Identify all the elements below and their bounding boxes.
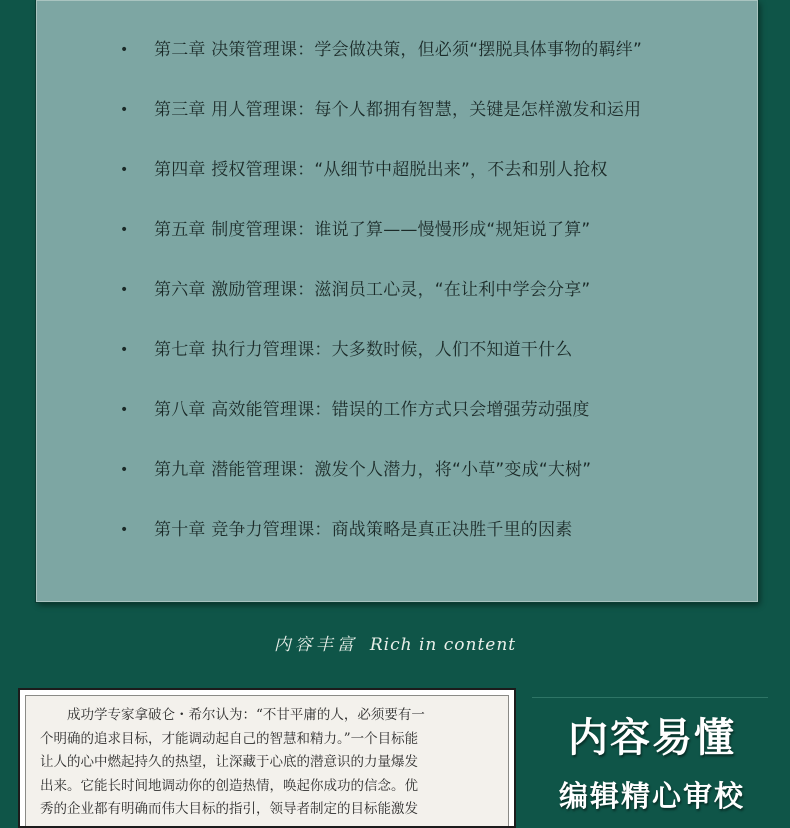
book-page-photo <box>18 688 516 828</box>
bullet-icon: • <box>120 522 129 538</box>
bullet-icon: • <box>120 102 129 118</box>
chapter-title: 第八章 高效能管理课：错误的工作方式只会增强劳动强度 <box>154 400 590 420</box>
page-text-line: 成功学专家拿破仑・希尔认为：“不甘平庸的人，必须要有一 <box>67 707 425 723</box>
bullet-icon: • <box>120 282 129 298</box>
section-heading <box>0 630 790 660</box>
divider-line <box>532 697 768 698</box>
promo-title: 内容易懂 <box>568 714 736 761</box>
bullet-icon: • <box>120 42 129 58</box>
chapter-list-panel <box>36 0 758 602</box>
bullet-icon: • <box>120 162 129 178</box>
promo-subtitle: 编辑精心审校 <box>558 779 745 813</box>
page-text-line: 个明确的追求目标，才能调动起自己的智慧和精力。”一个目标能 <box>40 730 419 747</box>
page-text-line: 出来。它能长时间地调动你的创造热情，唤起你成功的信念。优 <box>40 777 418 794</box>
page-text-line: 让人的心中燃起持久的热望，让深藏于心底的潜意识的力量爆发 <box>40 754 418 771</box>
chapter-title: 第五章 制度管理课：谁说了算——慢慢形成“规矩说了算” <box>154 220 591 240</box>
chapter-title: 第十章 竞争力管理课：商战策略是真正决胜千里的因素 <box>154 520 573 540</box>
chapter-title: 第四章 授权管理课：“从细节中超脱出来”，不去和别人抢权 <box>154 160 608 180</box>
chapter-title: 第六章 激励管理课：滋润员工心灵，“在让利中学会分享” <box>154 280 591 300</box>
section-heading-en: Rich in content <box>369 635 517 655</box>
chapter-title: 第九章 潜能管理课：激发个人潜力，将“小草”变成“大树” <box>154 460 592 480</box>
chapter-title: 第七章 执行力管理课：大多数时候，人们不知道干什么 <box>154 340 573 360</box>
bullet-icon: • <box>120 402 129 418</box>
bullet-icon: • <box>120 462 129 478</box>
page-text-line: 秀的企业都有明确而伟大目标的指引，领导者制定的目标能激发 <box>40 801 418 818</box>
book-page <box>25 695 509 826</box>
chapter-title: 第二章 决策管理课：学会做决策，但必须“摆脱具体事物的羁绊” <box>154 40 643 60</box>
bullet-icon: • <box>120 222 129 238</box>
bullet-icon: • <box>120 342 129 358</box>
section-heading-zh: 内容丰富 <box>273 635 358 655</box>
chapter-title: 第三章 用人管理课：每个人都拥有智慧，关键是怎样激发和运用 <box>154 100 642 120</box>
